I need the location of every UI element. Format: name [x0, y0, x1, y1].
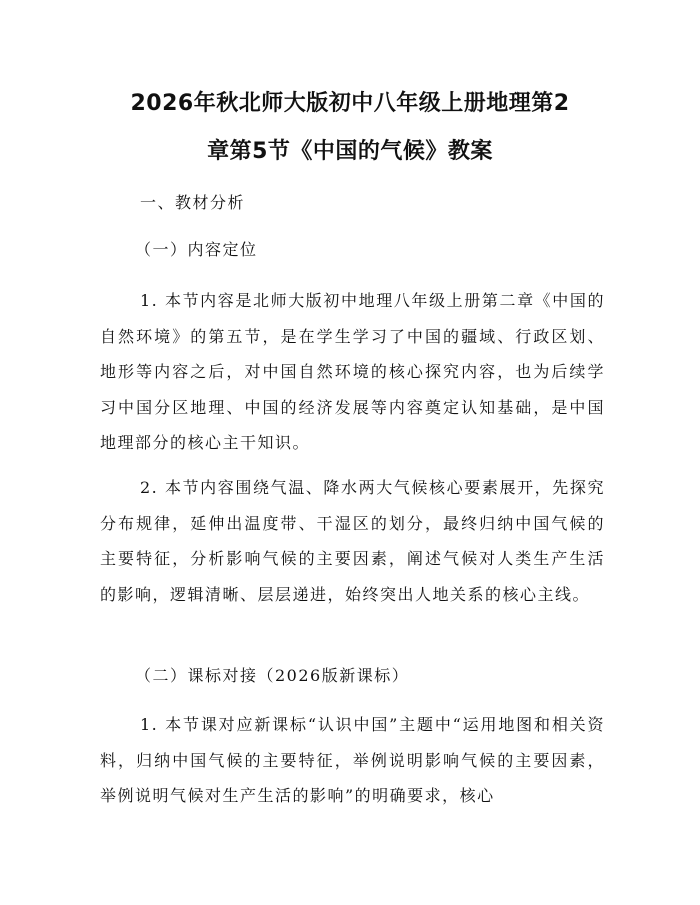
document-title-line-2: 章第5节《中国的气候》教案 [207, 139, 493, 164]
paragraph-content-positioning-1: 1. 本节内容是北师大版初中地理八年级上册第二章《中国的自然环境》的第五节，是在学生学习了中国的疆域、行政区划、地形等内容之后，对中国自然环境的核心探究内容，也为后续学习中国分区地理、中国的经济发展等内容奠定认知基础，是中国地理部分的核心主干知识。 [100, 291, 605, 452]
subsection-heading-content-positioning: （一）内容定位 [135, 240, 258, 259]
document-title-line-1: 2026年秋北师大版初中八年级上册地理第2 [130, 91, 570, 116]
section-heading-textbook-analysis: 一、教材分析 [140, 193, 246, 212]
subsection-heading-curriculum-standards: （二）课标对接（2026版新课标） [135, 666, 410, 685]
paragraph-curriculum-standards-1: 1. 本节课对应新课标“认识中国”主题中“运用地图和相关资料，归纳中国气候的主要特征，举例说明影响气候的主要因素，举例说明气候对生产生活的影响”的明确要求，核心 [100, 715, 605, 805]
paragraph-content-positioning-2: 2. 本节内容围绕气温、降水两大气候核心要素展开，先探究分布规律，延伸出温度带、干湿区的划分，最终归纳中国气候的主要特征，分析影响气候的主要因素，阐述气候对人类生产生活的影响，逻辑清晰、层层递进，始终突出人地关系的核心主线。 [100, 478, 605, 604]
